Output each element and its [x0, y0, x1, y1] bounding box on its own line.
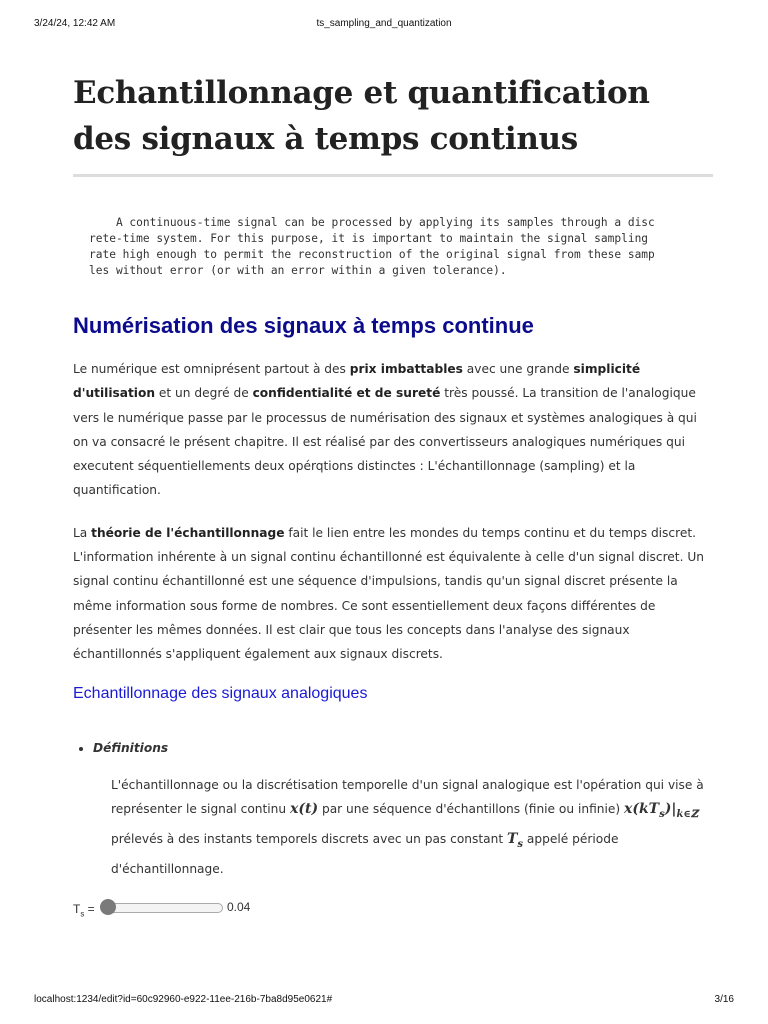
abstract-line: A continuous-time signal can be processed by applying its samples through a disc: [89, 216, 655, 229]
print-footer: [34, 994, 734, 1008]
print-title: ts_sampling_and_quantization: [316, 18, 452, 29]
page-number: 3/16: [714, 994, 734, 1005]
definitions-list: [73, 741, 713, 755]
text-run: La: [73, 525, 92, 540]
label-sub: s: [80, 909, 85, 919]
label-eq: =: [84, 902, 95, 916]
math-x-t: x(t): [290, 800, 319, 817]
text-run: par une séquence d'échantillons (finie ou infinie): [318, 801, 625, 816]
subsection-title: Echantillonnage des signaux analogiques: [73, 684, 368, 702]
ts-slider-label: [73, 902, 95, 918]
label-text: T: [73, 902, 81, 916]
ts-slider-value: 0.04: [227, 900, 251, 914]
abstract-block: [89, 215, 713, 279]
math-part: T: [507, 830, 518, 847]
bold-run: confidentialité et de sureté: [252, 386, 441, 401]
bold-run: théorie de l'échantillonnage: [91, 525, 285, 540]
text-run: très poussé. La transition de l'analogique vers le numérique passe par le processus de numérisation des signaux et systèmes analogiques à qui on va consacré le présent chapitre. Il est réalisé par des convertisseurs analogiques numériques qui executent séquentiellements deux opérqtions distinctes : L'échantillonnage (sampling) et la quantification.: [73, 386, 697, 498]
bold-run: simplicité d'utilisation: [73, 362, 641, 401]
math-x-kts: [624, 800, 699, 820]
math-sub: k∈ℤ: [676, 808, 699, 820]
text-run: appelé période d'échantillonnage.: [111, 831, 619, 877]
math-part: )|: [664, 800, 677, 817]
text-run: fait le lien entre les mondes du temps continu et du temps discret. L'information inhérente à un signal continu échantillonné est équivalente à celle d'un signal discret. Un signal continu échantillonné est une séquence d'impulsions, tandis qu'un signal discret présente la même information sous forme de nombres. Ce sont essentiellement deux façons différentes de présenter les mêmes données. Il est clair que tous les concepts dans l'analyse des signaux échantillonnés s'appliquent également aux signaux discrets.: [73, 525, 704, 662]
abstract-line: rete-time system. For this purpose, it is important to maintain the signal sampling: [89, 232, 649, 245]
ts-slider-thumb[interactable]: [100, 899, 116, 915]
section-title: Numérisation des signaux à temps continue: [73, 313, 534, 338]
abstract-line: les without error (or with an error within a given tolerance).: [89, 264, 507, 277]
title-divider: [73, 174, 713, 177]
bold-run: prix imbattables: [349, 362, 463, 376]
intro-paragraph: [73, 357, 713, 503]
print-header: [34, 18, 734, 32]
text-run: et un degré de: [155, 386, 253, 401]
definitions-bullet: • Définitions: [93, 741, 713, 755]
text-run: L'échantillonnage ou la discrétisation temporelle d'un signal analogique est l'opération qui vise à représenter le signal continu: [111, 777, 704, 816]
math-sub: s: [659, 808, 665, 820]
definition-paragraph: [111, 773, 713, 882]
math-ts: [507, 830, 524, 850]
text-run: prélevés à des instants temporels discrets avec un pas constant: [111, 831, 507, 846]
math-part: x(kT: [624, 800, 660, 817]
text-run: avec une grande: [462, 362, 574, 376]
theory-paragraph: [73, 521, 713, 667]
page-title: Echantillonnage et quantification des signaux à temps continus: [73, 75, 650, 157]
math-sub: s: [517, 838, 524, 850]
notebook-content: [73, 70, 713, 881]
print-url: localhost:1234/edit?id=60c92960-e922-11ee-216b-7ba8d95e0621#: [34, 994, 333, 1005]
abstract-line: rate high enough to permit the reconstruction of the original signal from these samp: [89, 248, 655, 261]
ts-slider-track[interactable]: [103, 903, 223, 913]
print-date: 3/24/24, 12:42 AM: [34, 18, 116, 29]
text-run: Le numérique est omniprésent partout à des: [73, 362, 350, 376]
